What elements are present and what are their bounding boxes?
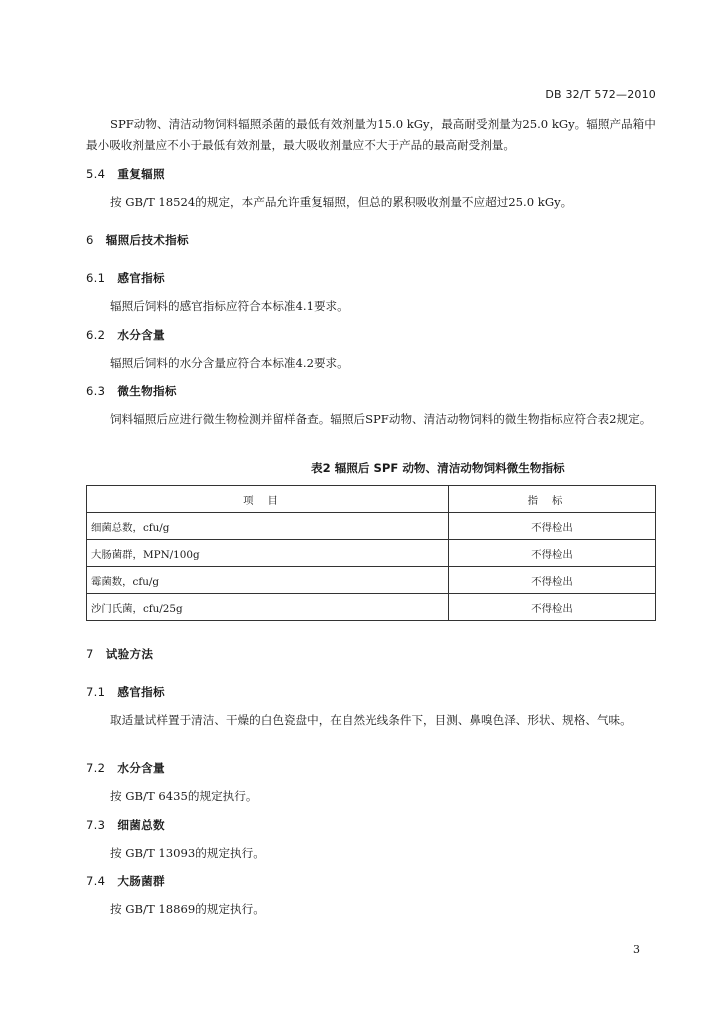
section-title: 水分含量 <box>117 761 165 775</box>
section-number: 7 <box>86 647 94 661</box>
intro-text: SPF动物、清洁动物饲料辐照杀菌的最低有效剂量为15.0 kGy，最高耐受剂量为25.0 kGy。辐照产品箱中最小吸收剂量应不小于最低有效剂量，最大吸收剂量应不大于产品的最高耐受剂量。 <box>86 117 656 152</box>
cell-value: 不得检出 <box>449 513 656 540</box>
cell-item: 霉菌数，cfu/g <box>87 567 449 594</box>
paragraph-text: 按 GB/T 13093的规定执行。 <box>110 846 265 860</box>
column-header-indicator: 指标 <box>449 486 656 513</box>
table-row <box>87 567 656 594</box>
section-title: 细菌总数 <box>117 818 165 832</box>
section-number: 7.4 <box>86 874 106 888</box>
cell-value: 不得检出 <box>449 594 656 621</box>
section-number: 7.2 <box>86 761 106 775</box>
paragraph-text: 取适量试样置于清洁、干燥的白色瓷盘中，在自然光线条件下，目测、鼻嗅色泽、形状、规格、气味。 <box>110 713 632 727</box>
intro-paragraph <box>86 114 656 156</box>
cell-item: 大肠菌群，MPN/100g <box>87 540 449 567</box>
section-title: 大肠菌群 <box>117 874 165 888</box>
section-6-3-paragraph <box>86 409 656 430</box>
section-6-3-heading <box>86 383 177 399</box>
section-title: 试验方法 <box>105 647 154 661</box>
section-number: 6.2 <box>86 328 106 342</box>
section-title: 辐照后技术指标 <box>105 233 189 247</box>
section-number: 6.1 <box>86 271 106 285</box>
section-6-2-paragraph <box>86 353 656 374</box>
section-5-4-paragraph <box>86 192 656 213</box>
section-title: 水分含量 <box>117 328 165 342</box>
cell-item: 细菌总数，cfu/g <box>87 513 449 540</box>
section-number: 7.3 <box>86 818 106 832</box>
section-6-1-paragraph <box>86 296 656 317</box>
section-title: 感官指标 <box>117 685 165 699</box>
section-7-4-heading <box>86 873 165 889</box>
paragraph-text: 辐照后饲料的感官指标应符合本标准4.1要求。 <box>110 299 349 313</box>
table-row <box>87 513 656 540</box>
table-row <box>87 540 656 567</box>
paragraph-text: 饲料辐照后应进行微生物检测并留样备查。辐照后SPF动物、清洁动物饲料的微生物指标应符合表2规定。 <box>110 412 652 426</box>
section-title: 重复辐照 <box>117 167 165 181</box>
section-6-1-heading <box>86 270 165 286</box>
section-7-2-paragraph <box>86 786 656 807</box>
section-number: 5.4 <box>86 167 106 181</box>
column-header-item: 项目 <box>87 486 449 513</box>
section-number: 6 <box>86 233 94 247</box>
section-title: 微生物指标 <box>117 384 177 398</box>
section-7-1-paragraph <box>86 710 656 731</box>
paragraph-text: 辐照后饲料的水分含量应符合本标准4.2要求。 <box>110 356 349 370</box>
section-6-2-heading <box>86 327 165 343</box>
cell-value: 不得检出 <box>449 567 656 594</box>
section-number: 7.1 <box>86 685 106 699</box>
table-header-row <box>87 486 656 513</box>
section-7-4-paragraph <box>86 899 656 920</box>
paragraph-text: 按 GB/T 18524的规定，本产品允许重复辐照，但总的累积吸收剂量不应超过25.0 kGy。 <box>110 195 573 209</box>
table-caption: 表2 辐照后 SPF 动物、清洁动物饲料微生物指标 <box>311 461 565 475</box>
microbial-indicator-table <box>86 485 656 621</box>
cell-value: 不得检出 <box>449 540 656 567</box>
page-number: 3 <box>633 943 640 956</box>
section-7-3-heading <box>86 817 165 833</box>
section-7-1-heading <box>86 684 165 700</box>
table-row <box>87 594 656 621</box>
paragraph-text: 按 GB/T 6435的规定执行。 <box>110 789 258 803</box>
cell-item: 沙门氏菌，cfu/25g <box>87 594 449 621</box>
section-7-heading <box>86 646 153 662</box>
section-7-2-heading <box>86 760 165 776</box>
paragraph-text: 按 GB/T 18869的规定执行。 <box>110 902 265 916</box>
section-number: 6.3 <box>86 384 106 398</box>
document-id-header: DB 32/T 572—2010 <box>545 88 656 101</box>
section-5-4-heading <box>86 166 165 182</box>
section-6-heading <box>86 232 189 248</box>
section-7-3-paragraph <box>86 843 656 864</box>
section-title: 感官指标 <box>117 271 165 285</box>
